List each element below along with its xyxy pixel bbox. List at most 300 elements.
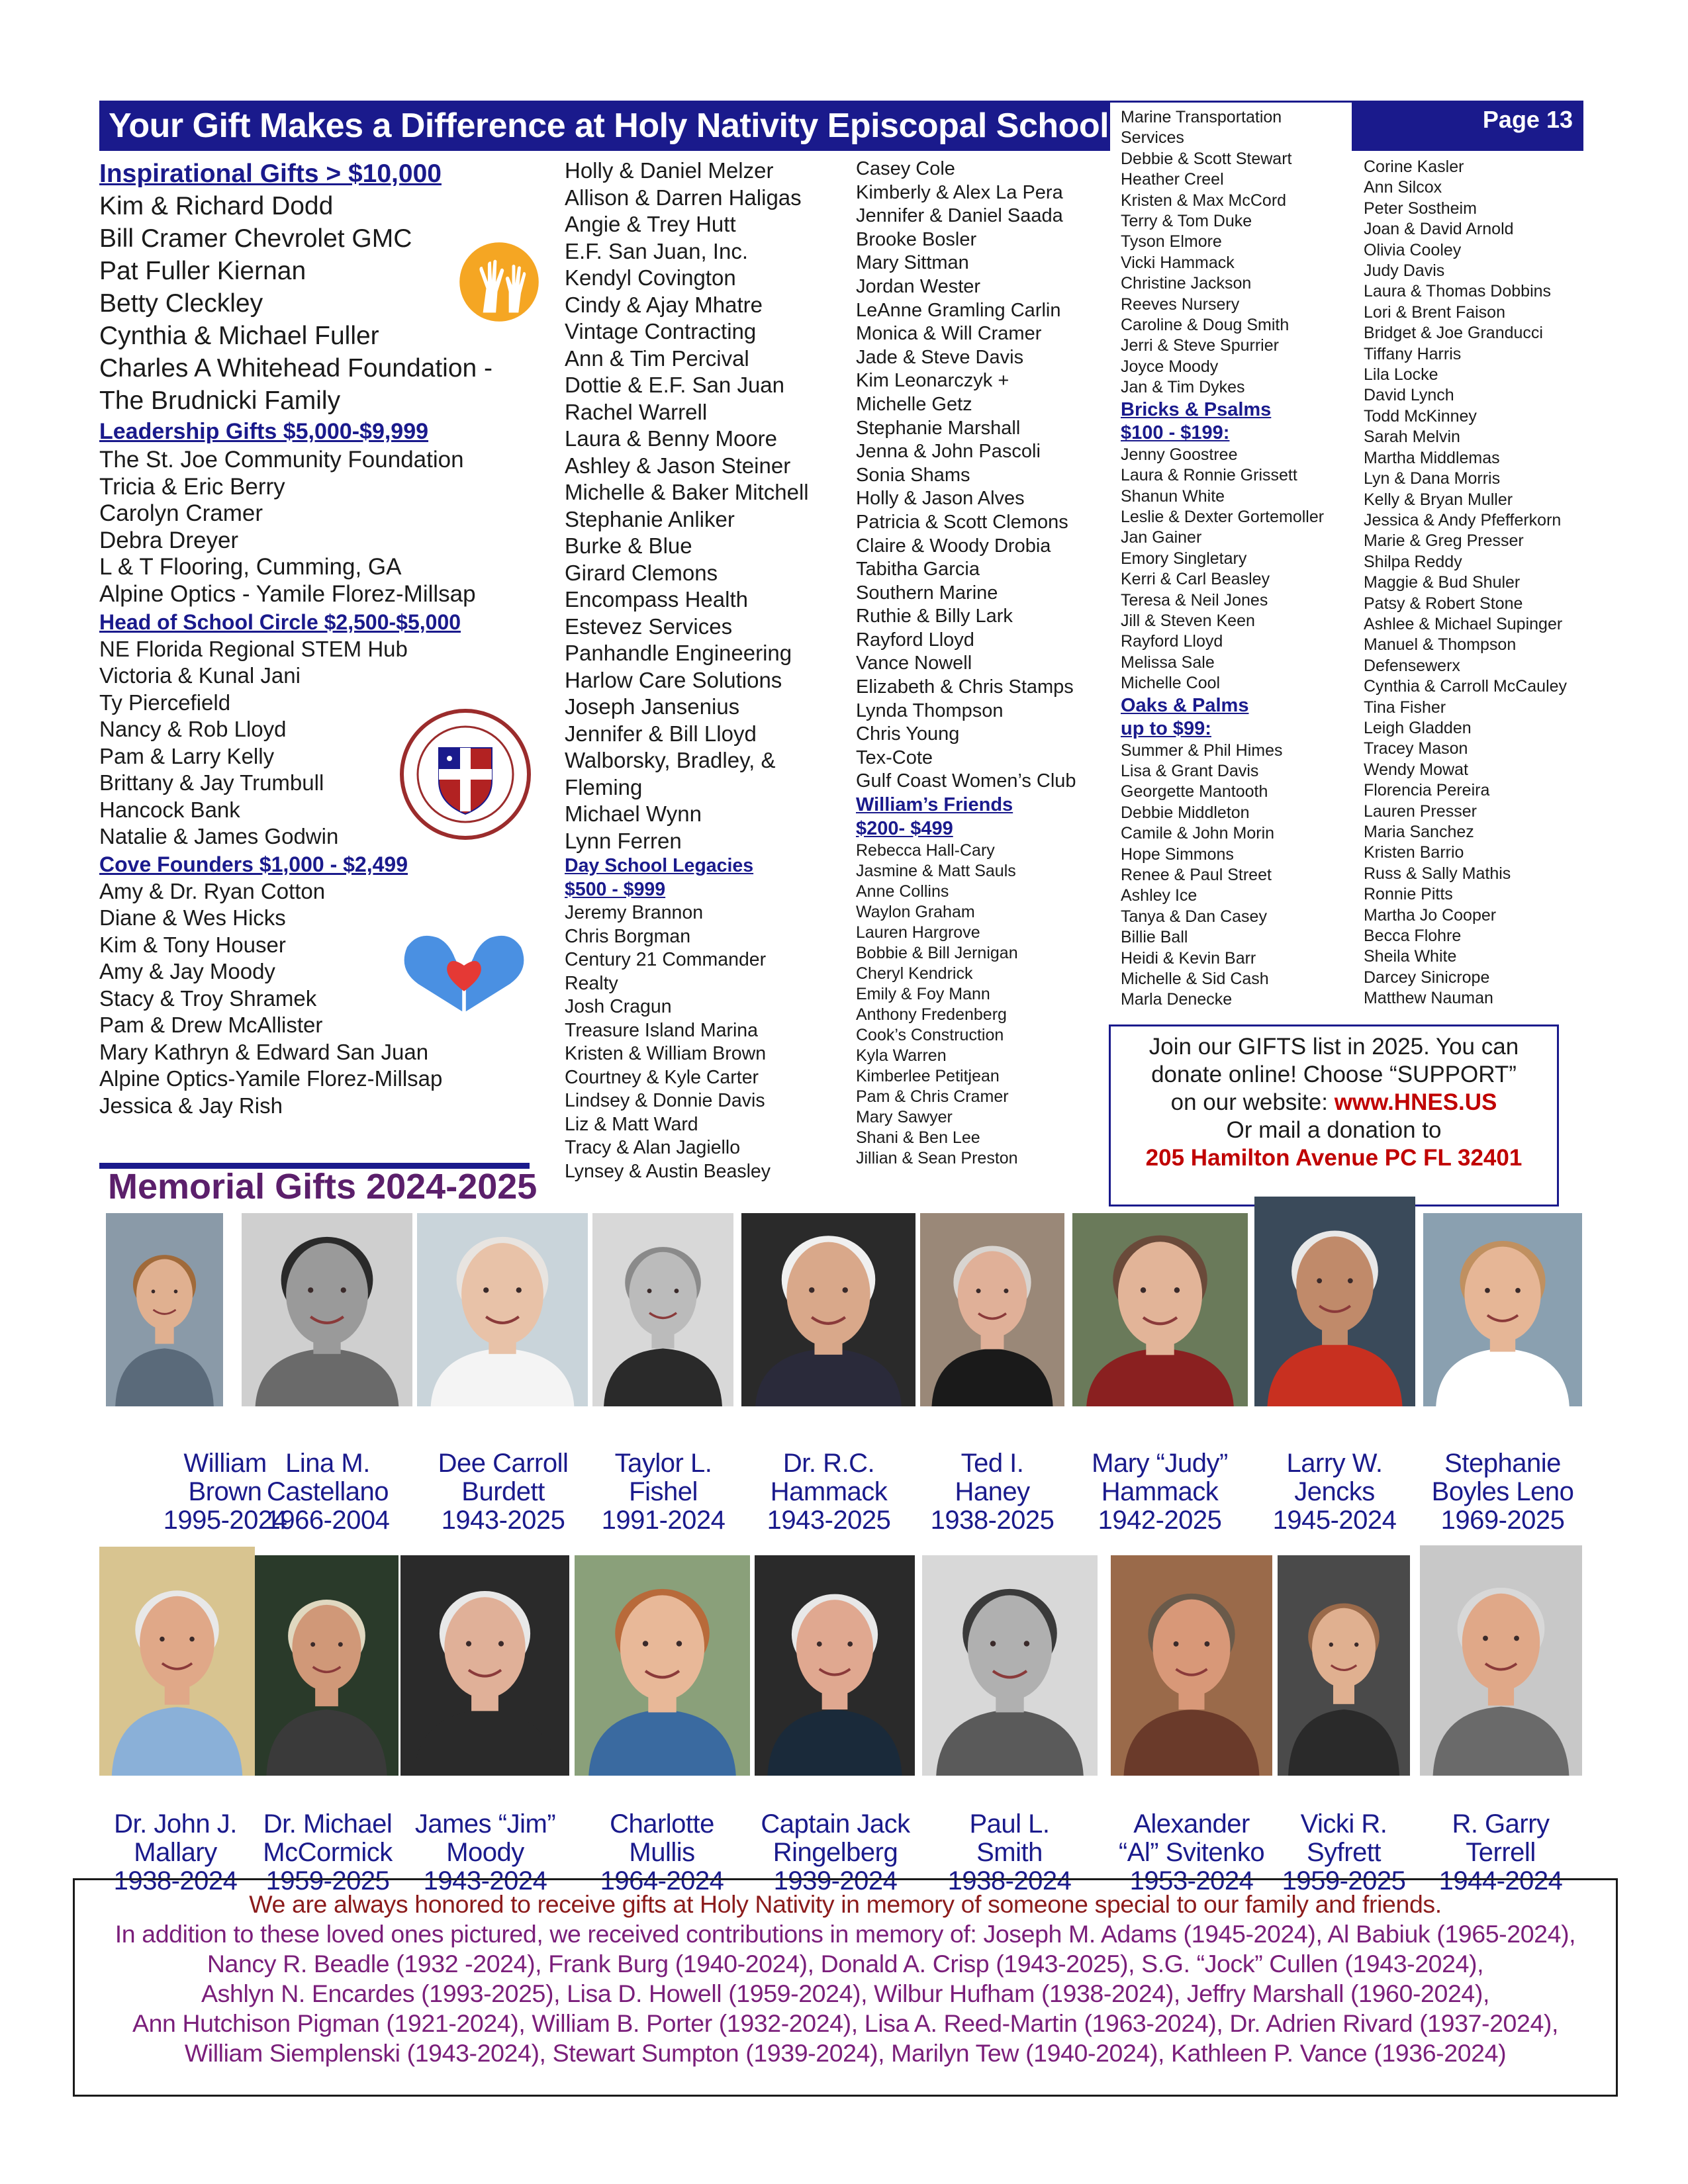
list-item: Bill Cramer Chevrolet GMC — [99, 224, 412, 253]
list-item: Stephanie Marshall — [856, 417, 1021, 439]
list-item: Anthony Fredenberg — [856, 1005, 1007, 1024]
list-item: Russ & Sally Mathis — [1364, 864, 1511, 883]
memorial-caption-line: Ringelberg — [773, 1838, 898, 1867]
oaks-range: up to $99: — [1121, 717, 1211, 739]
memorial-caption-line: Dee Carroll — [438, 1449, 569, 1478]
list-item: Marla Denecke — [1121, 990, 1233, 1009]
list-item: Monica & Will Cramer — [856, 323, 1042, 345]
memorial-portrait — [741, 1213, 915, 1406]
memorial-portrait — [592, 1213, 733, 1406]
memorial-caption-line: 1959-2025 — [265, 1866, 390, 1895]
memorial-note-line: Nancy R. Beadle (1932 -2024), Frank Burg (1940-2024), Donald A. Crisp (1943-2025), S.G. “Jock” Cullen (1943-2024), — [207, 1950, 1484, 1978]
page-title: Your Gift Makes a Difference at Holy Nativity Episcopal School — [99, 101, 1110, 151]
list-item: Martha Middlemas — [1364, 448, 1500, 467]
list-item: Amy & Jay Moody — [99, 959, 275, 984]
memorial-caption — [1397, 1449, 1609, 1535]
list-item: Corine Kasler — [1364, 158, 1464, 176]
list-item: Natalie & James Godwin — [99, 824, 339, 849]
raised-hands-icon — [459, 242, 539, 322]
memorial-caption-line: Alexander — [1133, 1809, 1250, 1839]
memorial-caption-line: Moody — [446, 1838, 524, 1867]
list-item: Ann & Tim Percival — [565, 345, 749, 371]
list-item: Chris Young — [856, 723, 960, 745]
list-item: Debra Dreyer — [99, 527, 239, 553]
list-item: Harlow Care Solutions — [565, 667, 782, 692]
williams-friends-range: $200- $499 — [856, 817, 953, 839]
list-item: Bridget & Joe Granducci — [1364, 324, 1543, 343]
list-item: Girard Clemons — [565, 560, 718, 585]
list-item: Lauren Hargrove — [856, 923, 980, 942]
list-item: Cheryl Kendrick — [856, 964, 973, 983]
list-item: Jeremy Brannon — [565, 902, 704, 923]
memorial-caption-line: Charlotte — [610, 1809, 714, 1839]
list-item: Jade & Steve Davis — [856, 346, 1024, 368]
list-item: Florencia Pereira — [1364, 781, 1490, 800]
list-item: Sarah Melvin — [1364, 428, 1460, 447]
list-item: Walborsky, Bradley, & — [565, 748, 776, 772]
list-item: Pam & Larry Kelly — [99, 743, 275, 768]
list-item: Jill & Steven Keen — [1121, 611, 1255, 630]
list-item: Laura & Benny Moore — [565, 426, 778, 451]
list-item: Realty — [565, 972, 618, 994]
memorial-caption-line: Vicki R. — [1300, 1809, 1387, 1839]
list-item: Brittany & Jay Trumbull — [99, 770, 324, 796]
memorial-note-line: Ashlyn N. Encardes (1993-2025), Lisa D. Howell (1959-2024), Wilbur Hufham (1938-2024), Jeffry Marshall (1960-2024), — [201, 1979, 1489, 2007]
list-item: Ty Piercefield — [99, 690, 231, 715]
list-item: Reeves Nursery — [1121, 295, 1240, 314]
list-item: Rayford Lloyd — [1121, 632, 1223, 651]
memorial-caption-line: Lina M. — [285, 1449, 370, 1478]
list-item: Caroline & Doug Smith — [1121, 316, 1289, 335]
list-item: Kristen & Max McCord — [1121, 191, 1287, 210]
memorial-portrait — [1072, 1213, 1248, 1406]
list-item: Olivia Cooley — [1364, 240, 1462, 259]
list-item: Lynda Thompson — [856, 700, 1004, 721]
memorial-caption-line: Mallary — [134, 1838, 217, 1867]
memorial-caption-line: Burdett — [461, 1477, 545, 1506]
list-item: Cynthia & Carroll McCauley — [1364, 677, 1568, 696]
memorial-caption-line: 1959-2025 — [1282, 1866, 1406, 1895]
list-item: Panhandle Engineering — [565, 641, 792, 665]
memorial-note-line: We are always honored to receive gifts at Holy Nativity in memory of someone special to our family and friends. — [249, 1890, 1442, 1918]
list-item: Tracy & Alan Jagiello — [565, 1137, 741, 1158]
list-item: Marie & Greg Presser — [1364, 531, 1524, 551]
list-item: Lila Locke — [1364, 365, 1438, 385]
list-item: Lauren Presser — [1364, 801, 1477, 821]
list-item: Jillian & Sean Preston — [856, 1149, 1018, 1168]
list-item: Pam & Drew McAllister — [99, 1013, 323, 1038]
list-item: NE Florida Regional STEM Hub — [99, 636, 408, 661]
list-item: Nancy & Rob Lloyd — [99, 717, 287, 742]
list-item: Terry & Tom Duke — [1121, 212, 1252, 231]
list-item: Fleming — [565, 774, 643, 799]
list-item: Kyla Warren — [856, 1046, 947, 1066]
list-item: Lynsey & Austin Beasley — [565, 1160, 771, 1182]
list-item: Anne Collins — [856, 882, 949, 901]
memorial-caption-line: Dr. R.C. — [782, 1449, 875, 1478]
list-item: Jennifer & Daniel Saada — [856, 205, 1063, 227]
list-item: Services — [1121, 128, 1184, 148]
list-item: Laura & Ronnie Grissett — [1121, 466, 1297, 485]
list-item: Vicki Hammack — [1121, 253, 1235, 272]
memorial-caption-line: 1938-2024 — [947, 1866, 1072, 1895]
heart-hands-icon — [391, 927, 538, 1019]
memorial-caption-line: Dr. Michael — [263, 1809, 393, 1839]
list-item: Rebecca Hall-Cary — [856, 841, 995, 860]
list-item: Pam & Chris Cramer — [856, 1087, 1009, 1107]
list-item: Cindy & Ajay Mhatre — [565, 292, 763, 317]
list-item: Laura & Thomas Dobbins — [1364, 282, 1552, 301]
list-item: Maria Sanchez — [1364, 823, 1474, 841]
join-line-4: Or mail a donation to — [1226, 1117, 1442, 1143]
list-item: Mary Sittman — [856, 252, 969, 274]
list-item: Diane & Wes Hicks — [99, 905, 286, 931]
list-item: Debbie & Scott Stewart — [1121, 149, 1292, 168]
bricks-heading: Bricks & Psalms — [1121, 398, 1272, 420]
memorial-portrait — [106, 1213, 223, 1406]
list-item: Kim Leonarczyk + — [856, 370, 1009, 392]
list-item: Leslie & Dexter Gortemoller — [1121, 507, 1325, 526]
list-item: Kim & Richard Dodd — [99, 192, 334, 220]
memorial-caption-line: 1943-2025 — [767, 1506, 891, 1535]
list-item: Joseph Jansenius — [565, 694, 740, 719]
memorial-caption-line: Taylor L. — [614, 1449, 712, 1478]
memorial-caption-line: William — [183, 1449, 267, 1478]
list-item: Lisa & Grant Davis — [1121, 761, 1259, 780]
list-item: Estevez Services — [565, 614, 733, 639]
list-item: Renee & Paul Street — [1121, 866, 1272, 884]
list-item: Jan & Tim Dykes — [1121, 378, 1245, 397]
memorial-caption-line: 1995-2024 — [163, 1506, 287, 1535]
memorial-caption-line: 1953-2024 — [1129, 1866, 1254, 1895]
list-item: L & T Flooring, Cumming, GA — [99, 554, 402, 580]
page-number: Page 13 — [1352, 101, 1583, 151]
list-item: Tiffany Harris — [1364, 344, 1462, 363]
join-line-3 — [1111, 1089, 1557, 1116]
list-item: Kristen Barrio — [1364, 843, 1464, 862]
list-item: Kendyl Covington — [565, 265, 736, 290]
list-item: Encompass Health — [565, 587, 748, 612]
list-item: Pat Fuller Kiernan — [99, 257, 306, 285]
memorial-caption-line: Dr. John J. — [114, 1809, 237, 1839]
list-item: Jennifer & Bill Lloyd — [565, 721, 757, 746]
list-item: David Lynch — [1364, 386, 1454, 405]
list-item: Ruthie & Billy Lark — [856, 606, 1013, 627]
list-item: The St. Joe Community Foundation — [99, 447, 464, 473]
list-item: Ronnie Pitts — [1364, 885, 1453, 904]
list-item: Victoria & Kunal Jani — [99, 663, 301, 688]
inspirational-heading: Inspirational Gifts > $10,000 — [99, 159, 442, 188]
list-item: Kimberly & Alex La Pera — [856, 181, 1063, 203]
oaks-heading: Oaks & Palms — [1121, 694, 1249, 716]
memorial-caption-line: Brown — [188, 1477, 262, 1506]
list-item: The Brudnicki Family — [99, 387, 341, 415]
list-item: Mary Sawyer — [856, 1108, 953, 1127]
williams-friends-heading: William’s Friends — [856, 794, 1013, 816]
list-item: Michelle Cool — [1121, 674, 1221, 693]
list-item: Betty Cleckley — [99, 289, 263, 318]
list-item: Casey Cole — [856, 158, 955, 179]
list-item: Holly & Jason Alves — [856, 488, 1025, 510]
list-item: Shanun White — [1121, 486, 1225, 506]
list-item: Heather Creel — [1121, 170, 1224, 189]
list-item: Billie Ball — [1121, 928, 1188, 947]
list-item: Ashlee & Michael Supinger — [1364, 614, 1563, 633]
join-line-2: donate online! Choose “SUPPORT” — [1151, 1062, 1517, 1087]
list-item: Martha Jo Cooper — [1364, 905, 1497, 925]
memorial-portrait — [242, 1213, 412, 1406]
list-item: Kimberlee Petitjean — [856, 1067, 1000, 1086]
list-item: Tex-Cote — [856, 747, 933, 768]
list-item: Lynn Ferren — [565, 828, 682, 853]
memorial-portrait — [922, 1555, 1098, 1776]
list-item: Vintage Contracting — [565, 319, 757, 343]
list-item: Michelle & Sid Cash — [1121, 970, 1269, 989]
list-item: Jordan Wester — [856, 275, 981, 297]
list-item: Chris Borgman — [565, 925, 691, 947]
list-item: Kerri & Carl Beasley — [1121, 570, 1270, 589]
donor-column-5 — [1364, 157, 1589, 1009]
list-item: Patricia & Scott Clemons — [856, 511, 1068, 533]
list-item: Sheila White — [1364, 947, 1457, 966]
donor-column-4 — [1121, 107, 1349, 1011]
list-item: Dottie & E.F. San Juan — [565, 373, 785, 397]
memorial-caption-line: 1966-2004 — [265, 1506, 390, 1535]
memorial-portrait — [255, 1555, 399, 1776]
memorial-portrait — [920, 1213, 1064, 1406]
list-item: Liz & Matt Ward — [565, 1113, 698, 1135]
join-line-1: Join our GIFTS list in 2025. You can — [1149, 1034, 1519, 1060]
list-item: Jessica & Andy Pfefferkorn — [1364, 510, 1562, 529]
memorial-caption-line: James “Jim” — [414, 1809, 556, 1839]
memorial-caption-line: 1942-2025 — [1098, 1506, 1222, 1535]
list-item: Ashley & Jason Steiner — [565, 453, 791, 478]
leadership-heading: Leadership Gifts $5,000-$9,999 — [99, 419, 429, 444]
list-item: Lindsey & Donnie Davis — [565, 1090, 765, 1111]
list-item: Teresa & Neil Jones — [1121, 590, 1268, 610]
memorial-portrait — [755, 1555, 915, 1776]
list-item: Mary Kathryn & Edward San Juan — [99, 1039, 429, 1064]
list-item: Gulf Coast Women’s Club — [856, 770, 1076, 792]
list-item: E.F. San Juan, Inc. — [565, 238, 748, 263]
list-item: Wendy Mowat — [1364, 760, 1468, 779]
list-item: Heidi & Kevin Barr — [1121, 948, 1256, 968]
join-line-3-text: on our website: — [1170, 1089, 1335, 1115]
list-item: Jessica & Jay Rish — [99, 1093, 283, 1118]
memorial-caption-line: Captain Jack — [761, 1809, 910, 1839]
memorial-caption-line: Haney — [955, 1477, 1030, 1506]
list-item: Angie & Trey Hutt — [565, 212, 736, 236]
list-item: Stephanie Anliker — [565, 506, 735, 531]
list-item: Lyn & Dana Morris — [1364, 469, 1501, 488]
list-item: Shilpa Reddy — [1364, 552, 1462, 571]
memorial-portrait — [1111, 1555, 1272, 1776]
memorial-caption-line: 1938-2025 — [930, 1506, 1055, 1535]
memorial-caption-line: Larry W. — [1286, 1449, 1383, 1478]
list-item: Ann Silcox — [1364, 178, 1442, 197]
memorial-caption-line: Boyles Leno — [1431, 1477, 1574, 1506]
memorial-portrait — [400, 1555, 569, 1776]
list-item: Jan Gainer — [1121, 528, 1202, 547]
list-item: Judy Davis — [1364, 261, 1445, 281]
memorial-caption-line: Paul L. — [969, 1809, 1050, 1839]
list-item: Jenna & John Pascoli — [856, 441, 1041, 463]
list-item: Hope Simmons — [1121, 844, 1234, 864]
list-item: Jenny Goostree — [1121, 445, 1238, 464]
list-item: Michelle Getz — [856, 393, 972, 415]
head-of-school-heading: Head of School Circle $2,500-$5,000 — [99, 610, 461, 634]
memorial-caption-line: Stephanie — [1444, 1449, 1561, 1478]
memorial-caption-line: 1945-2024 — [1272, 1506, 1397, 1535]
memorial-caption-line: 1969-2025 — [1440, 1506, 1565, 1535]
list-item: Peter Sostheim — [1364, 199, 1477, 218]
list-item: Courtney & Kyle Carter — [565, 1066, 759, 1088]
list-item: Bobbie & Bill Jernigan — [856, 944, 1018, 963]
memorial-portrait — [1420, 1545, 1582, 1776]
list-item: Georgette Mantooth — [1121, 782, 1268, 801]
memorial-caption-line: Smith — [976, 1838, 1043, 1867]
donor-column-3 — [856, 158, 1114, 1169]
memorial-caption-line: 1944-2024 — [1438, 1866, 1563, 1895]
list-item: Todd McKinney — [1364, 406, 1477, 426]
memorial-portrait — [575, 1555, 750, 1776]
list-item: Holly & Daniel Melzer — [565, 158, 774, 183]
donor-column-2 — [565, 158, 846, 1183]
mailing-address: 205 Hamilton Avenue PC FL 32401 — [1145, 1145, 1523, 1171]
memorial-portrait — [1278, 1555, 1410, 1776]
list-item: Elizabeth & Chris Stamps — [856, 676, 1074, 698]
list-item: Allison & Darren Haligas — [565, 185, 802, 210]
memorial-note-box — [73, 1878, 1618, 2097]
donate-info-box — [1109, 1024, 1559, 1206]
list-item: Emily & Foy Mann — [856, 985, 990, 1004]
list-item: Michelle & Baker Mitchell — [565, 480, 809, 504]
memorial-caption-line: 1964-2024 — [600, 1866, 724, 1895]
memorial-caption-line: Hammack — [1101, 1477, 1219, 1506]
memorial-note-line: In addition to these loved ones pictured, we received contributions in memory of: Joseph M. Adams (1945-2024), Al Babiuk (1965-2024), — [115, 1920, 1576, 1948]
list-item: Hancock Bank — [99, 797, 240, 822]
list-item: LeAnne Gramling Carlin — [856, 299, 1061, 321]
list-item: Cook’s Construction — [856, 1026, 1004, 1045]
list-item: Jerri & Steve Spurrier — [1121, 336, 1279, 355]
list-item: Tanya & Dan Casey — [1121, 907, 1267, 926]
list-item: Maggie & Bud Shuler — [1364, 573, 1521, 592]
list-item: Summer & Phil Himes — [1121, 741, 1283, 760]
memorial-caption-line: 1991-2024 — [601, 1506, 726, 1535]
memorial-caption-line: Jencks — [1294, 1477, 1375, 1506]
memorial-portrait — [417, 1213, 588, 1406]
list-item: Becca Flohre — [1364, 927, 1462, 946]
website-link[interactable]: www.HNES.US — [1334, 1089, 1497, 1115]
list-item: Defensewerx — [1364, 656, 1460, 675]
list-item: Camile & John Morin — [1121, 824, 1275, 843]
memorial-caption-line: Castellano — [266, 1477, 389, 1506]
list-item: Leigh Gladden — [1364, 718, 1472, 737]
list-item: Manuel & Thompson — [1364, 635, 1517, 655]
memorial-caption-line: 1939-2024 — [773, 1866, 898, 1895]
list-item: Tricia & Eric Berry — [99, 473, 285, 500]
memorial-caption-line: McCormick — [263, 1838, 393, 1867]
list-item: Debbie Middleton — [1121, 803, 1250, 822]
memorial-caption-line: Ted I. — [961, 1449, 1024, 1478]
memorial-caption-line: R. Garry — [1452, 1809, 1550, 1839]
list-item: Waylon Graham — [856, 903, 975, 922]
memorial-note-line: Ann Hutchison Pigman (1921-2024), William B. Porter (1932-2024), Lisa A. Reed-Martin (1963-2024), Dr. Adrien Rivard (1937-2024), — [132, 2009, 1559, 2037]
list-item: Kristen & William Brown — [565, 1043, 767, 1064]
day-school-range: $500 - $999 — [565, 878, 666, 900]
list-item: Lori & Brent Faison — [1364, 302, 1505, 322]
memorial-caption-line: Terrell — [1466, 1838, 1536, 1867]
cove-founders-heading: Cove Founders $1,000 - $2,499 — [99, 852, 408, 876]
list-item: Alpine Optics - Yamile Florez-Millsap — [99, 580, 476, 607]
list-item: Carolyn Cramer — [99, 500, 263, 527]
list-item: Christine Jackson — [1121, 274, 1252, 293]
list-item: Jasmine & Matt Sauls — [856, 862, 1016, 881]
list-item: Patsy & Robert Stone — [1364, 594, 1523, 613]
list-item: Tyson Elmore — [1121, 232, 1222, 251]
memorial-caption-line: Syfrett — [1306, 1838, 1382, 1867]
list-item: Matthew Nauman — [1364, 989, 1493, 1008]
bricks-range: $100 - $199: — [1121, 422, 1230, 443]
day-school-heading: Day School Legacies — [565, 855, 754, 876]
list-item: Cynthia & Michael Fuller — [99, 322, 379, 350]
school-seal-icon — [399, 708, 532, 841]
list-item: Southern Marine — [856, 582, 998, 604]
memorial-caption-line: 1943-2024 — [423, 1866, 547, 1895]
list-item: Treasure Island Marina — [565, 1019, 758, 1041]
list-item: Brooke Bosler — [856, 228, 977, 250]
list-item: Alpine Optics-Yamile Florez-Millsap — [99, 1066, 443, 1091]
memorial-portrait — [99, 1547, 255, 1776]
list-item: Michael Wynn — [565, 801, 702, 826]
list-item: Emory Singletary — [1121, 549, 1247, 568]
list-item: Stacy & Troy Shramek — [99, 985, 317, 1011]
list-item: Shani & Ben Lee — [856, 1128, 980, 1148]
memorial-caption-line: 1943-2025 — [441, 1506, 565, 1535]
list-item: Josh Cragun — [565, 996, 672, 1017]
list-item: Melissa Sale — [1121, 653, 1215, 672]
list-item: Joan & David Arnold — [1364, 220, 1514, 239]
list-item: Rayford Lloyd — [856, 629, 974, 651]
list-item: Tina Fisher — [1364, 698, 1446, 717]
list-item: Tracey Mason — [1364, 739, 1468, 758]
memorial-caption-line: Hammack — [770, 1477, 888, 1506]
list-item: Ashley Ice — [1121, 886, 1197, 905]
list-item: Tabitha Garcia — [856, 559, 980, 580]
list-item: Joyce Moody — [1121, 357, 1219, 376]
list-item: Burke & Blue — [565, 533, 692, 558]
memorial-portrait — [1423, 1213, 1582, 1406]
list-item: Claire & Woody Drobia — [856, 535, 1051, 557]
list-item: Amy & Dr. Ryan Cotton — [99, 878, 326, 903]
memorial-caption-line: Mary “Judy” — [1092, 1449, 1228, 1478]
memorial-caption-line: Fishel — [629, 1477, 698, 1506]
list-item: Rachel Warrell — [565, 399, 708, 424]
list-item: Century 21 Commander — [565, 949, 767, 970]
memorial-portrait — [1254, 1197, 1415, 1406]
list-item: Kim & Tony Houser — [99, 932, 286, 957]
list-item: Marine Transportation — [1121, 108, 1282, 126]
list-item: Charles A Whitehead Foundation - — [99, 354, 493, 383]
memorial-title: Memorial Gifts 2024-2025 — [108, 1167, 538, 1206]
memorial-caption-line: “Al” Svitenko — [1118, 1838, 1265, 1867]
list-item: Darcey Sinicrope — [1364, 968, 1490, 987]
list-item: Kelly & Bryan Muller — [1364, 490, 1513, 509]
memorial-caption-line: Mullis — [629, 1838, 695, 1867]
list-item: Vance Nowell — [856, 653, 972, 674]
memorial-caption-line: 1938-2024 — [113, 1866, 238, 1895]
list-item: Sonia Shams — [856, 464, 970, 486]
